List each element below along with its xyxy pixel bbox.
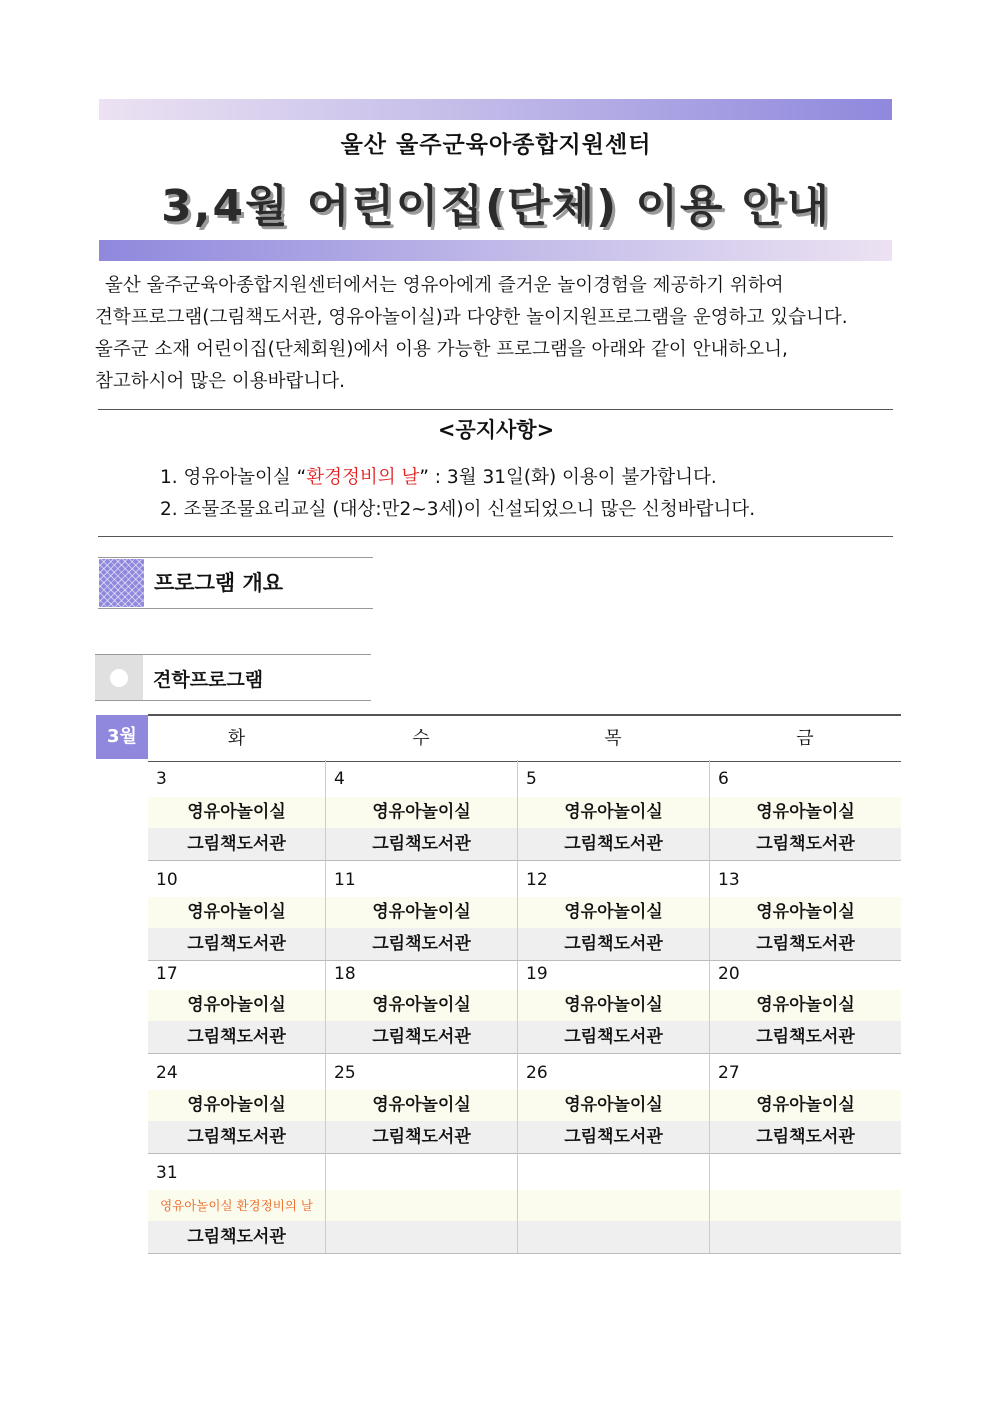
- program-play-room: 영유아놀이실: [148, 1090, 325, 1121]
- intro-line: 참고하시어 많은 이용바랍니다.: [95, 371, 345, 392]
- program-play-room: 영유아놀이실: [710, 897, 901, 928]
- program-play-room: 영유아놀이실: [326, 1090, 517, 1121]
- program-picture-book-library: 그림책도서관: [710, 1121, 901, 1153]
- date-number: 17: [156, 964, 178, 984]
- date-number: 25: [334, 1063, 356, 1083]
- program-picture-book-library: 그림책도서관: [148, 828, 325, 860]
- program-picture-book-library: [326, 1221, 517, 1253]
- notice-title: <공지사항>: [437, 418, 555, 442]
- program-play-room: 영유아놀이실: [326, 990, 517, 1021]
- program-picture-book-library: 그림책도서관: [148, 1021, 325, 1053]
- date-number: 20: [718, 964, 740, 984]
- weekday-header: 수: [412, 728, 430, 749]
- calendar-cell: [148, 961, 325, 1054]
- date-number: 18: [334, 964, 356, 984]
- program-picture-book-library: 그림책도서관: [148, 1221, 325, 1253]
- date-number: 6: [718, 769, 729, 789]
- circle-bullet-icon: [110, 669, 128, 687]
- program-picture-book-library: 그림책도서관: [326, 1021, 517, 1053]
- section-subtitle: 견학프로그램: [153, 669, 264, 691]
- section-field-trip-header: [95, 654, 371, 701]
- calendar-cell: [517, 760, 709, 861]
- program-play-room: 영유아놀이실: [148, 990, 325, 1021]
- page-title: 3,4월 어린이집(단체) 이용 안내: [161, 181, 831, 232]
- date-number: 3: [156, 769, 167, 789]
- program-picture-book-library: 그림책도서관: [518, 1021, 709, 1053]
- program-picture-book-library: [710, 1221, 901, 1253]
- divider: [98, 536, 893, 537]
- program-play-room: 영유아놀이실: [148, 797, 325, 828]
- program-picture-book-library: 그림책도서관: [148, 1121, 325, 1153]
- calendar-cell: [517, 1154, 709, 1254]
- date-number: 12: [526, 870, 548, 890]
- date-number: 24: [156, 1063, 178, 1083]
- program-play-room: 영유아놀이실: [710, 1090, 901, 1121]
- section-overview-header: [98, 557, 373, 609]
- program-play-room: [326, 1190, 517, 1221]
- calendar-cell: [325, 760, 517, 861]
- program-picture-book-library: 그림책도서관: [710, 1021, 901, 1053]
- calendar-cell: [148, 1154, 325, 1254]
- program-play-room: 영유아놀이실: [710, 797, 901, 828]
- intro-line: 견학프로그램(그림책도서관, 영유아놀이실)과 다양한 놀이지원프로그램을 운영하고 있습니다.: [95, 307, 848, 328]
- date-number: 10: [156, 870, 178, 890]
- program-play-room: 영유아놀이실: [148, 897, 325, 928]
- date-number: 26: [526, 1063, 548, 1083]
- program-play-room: [518, 1190, 709, 1221]
- org-name: 울산 울주군육아종합지원센터: [340, 132, 652, 158]
- date-number: 11: [334, 870, 356, 890]
- date-number: 19: [526, 964, 548, 984]
- calendar-cell: [325, 1154, 517, 1254]
- header-bottom-bar: [99, 240, 892, 261]
- program-picture-book-library: 그림책도서관: [326, 1121, 517, 1153]
- calendar-cell: [709, 760, 901, 861]
- calendar-cell: [709, 1054, 901, 1154]
- calendar-cell: [148, 861, 325, 961]
- program-picture-book-library: 그림책도서관: [518, 828, 709, 860]
- notice-list: [160, 462, 755, 526]
- weekday-header: 목: [604, 728, 622, 749]
- program-play-room: 영유아놀이실: [326, 897, 517, 928]
- pattern-icon: [99, 559, 144, 607]
- calendar-cell: [517, 961, 709, 1054]
- weekday-header: 금: [796, 728, 814, 749]
- program-picture-book-library: 그림책도서관: [518, 1121, 709, 1153]
- calendar-cell: [709, 861, 901, 961]
- program-picture-book-library: 그림책도서관: [518, 928, 709, 960]
- notice-item: [160, 462, 755, 494]
- notice-item: 2. 조물조물요리교실 (대상:만2~3세)이 신설되었으니 많은 신청바랍니다.: [160, 499, 756, 520]
- program-picture-book-library: 그림책도서관: [710, 828, 901, 860]
- date-number: 5: [526, 769, 537, 789]
- program-picture-book-library: 그림책도서관: [326, 928, 517, 960]
- notice-highlight: 환경정비의 날: [306, 467, 420, 488]
- notice-item-prefix: 1. 영유아놀이실 “: [160, 467, 307, 488]
- program-play-room: [710, 1190, 901, 1221]
- program-play-room: 영유아놀이실: [518, 797, 709, 828]
- program-play-room: 영유아놀이실: [518, 990, 709, 1021]
- weekday-header: 화: [227, 728, 246, 749]
- month-badge: 3월: [96, 715, 148, 759]
- date-number: 31: [156, 1163, 178, 1183]
- calendar-cell: [325, 961, 517, 1054]
- calendar-header: [148, 714, 901, 762]
- calendar-cell: [148, 760, 325, 861]
- date-number: 4: [334, 769, 345, 789]
- header-top-bar: [99, 99, 892, 120]
- calendar-cell: [709, 961, 901, 1054]
- program-play-room: 영유아놀이실: [326, 797, 517, 828]
- notice-item-suffix: ” : 3월 31일(화) 이용이 불가합니다.: [419, 467, 717, 488]
- program-play-room: 영유아놀이실 환경정비의 날: [148, 1190, 325, 1221]
- intro-line: 울산 울주군육아종합지원센터에서는 영유아에게 즐거운 놀이경험을 제공하기 위하여: [105, 275, 784, 296]
- calendar-cell: [148, 1054, 325, 1154]
- date-number: 27: [718, 1063, 740, 1083]
- program-play-room: 영유아놀이실: [518, 1090, 709, 1121]
- program-picture-book-library: 그림책도서관: [148, 928, 325, 960]
- program-play-room: 영유아놀이실: [518, 897, 709, 928]
- intro-line: 울주군 소재 어린이집(단체회원)에서 이용 가능한 프로그램을 아래와 같이 안내하오니,: [95, 339, 788, 360]
- program-picture-book-library: 그림책도서관: [326, 828, 517, 860]
- calendar-cell: [517, 861, 709, 961]
- program-picture-book-library: 그림책도서관: [710, 928, 901, 960]
- divider: [98, 409, 893, 410]
- program-play-room: 영유아놀이실: [710, 990, 901, 1021]
- calendar-cell: [709, 1154, 901, 1254]
- calendar-cell: [517, 1054, 709, 1154]
- bullet-box: [95, 655, 143, 700]
- calendar-cell: [325, 1054, 517, 1154]
- section-title: 프로그램 개요: [154, 571, 284, 595]
- intro-paragraph: [95, 270, 897, 398]
- date-number: 13: [718, 870, 740, 890]
- program-picture-book-library: [518, 1221, 709, 1253]
- calendar-cell: [325, 861, 517, 961]
